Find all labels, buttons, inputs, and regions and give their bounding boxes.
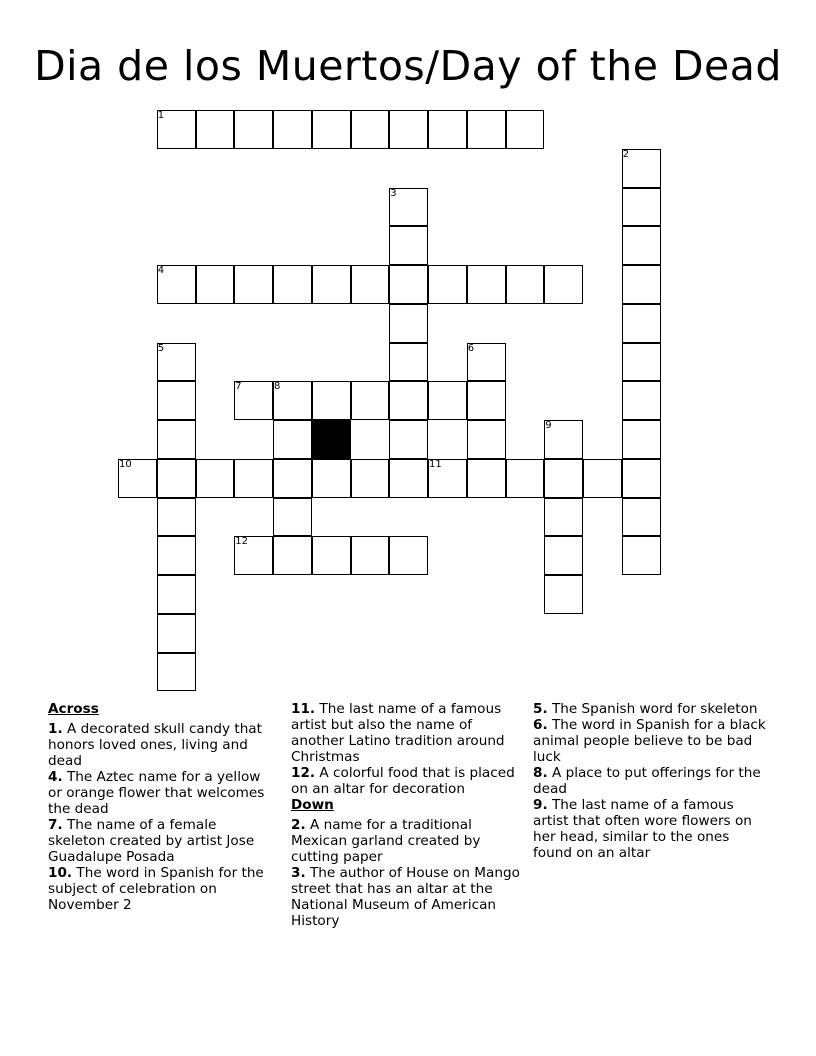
- clue-number: 9: [545, 420, 552, 431]
- grid-cell[interactable]: [389, 459, 428, 498]
- grid-cell[interactable]: [157, 536, 196, 575]
- grid-cell[interactable]: [273, 420, 312, 459]
- grid-cell[interactable]: [622, 149, 661, 188]
- grid-cell[interactable]: [622, 536, 661, 575]
- grid-cell[interactable]: [506, 459, 545, 498]
- grid-cell[interactable]: [622, 459, 661, 498]
- grid-cell[interactable]: [234, 381, 273, 420]
- clue-number: 10: [119, 458, 132, 470]
- grid-cell[interactable]: [351, 536, 390, 575]
- grid-cell[interactable]: [157, 343, 196, 382]
- clue-number: 6: [467, 342, 475, 354]
- grid-cell[interactable]: [157, 575, 196, 614]
- grid-cell[interactable]: [622, 226, 661, 265]
- puzzle-title: Dia de los Muertos/Day of the Dead: [34, 42, 782, 90]
- grid-cell[interactable]: [312, 110, 351, 149]
- grid-cell[interactable]: [622, 381, 661, 420]
- grid-cell[interactable]: [196, 110, 235, 149]
- clue-number: 3: [390, 187, 397, 199]
- across-heading: Across: [48, 701, 99, 717]
- clue-number: 8: [274, 381, 281, 393]
- grid-cell[interactable]: [506, 110, 545, 149]
- grid-cell[interactable]: [544, 498, 583, 537]
- grid-cell[interactable]: [467, 381, 506, 420]
- grid-cell[interactable]: [389, 304, 428, 343]
- clue-across-1: 1. A decorated skull candy that honors loved ones, living and dead: [48, 721, 262, 769]
- clue-column-2: [291, 701, 525, 929]
- clue-down-3: 3. The author of House on Mango street that has an altar at the National Museum of American History: [291, 865, 520, 929]
- clue-down-9: 9. The last name of a famous artist that often wore flowers on her head, similar to the ones found on an altar: [533, 797, 752, 861]
- clue-column-3: [533, 701, 769, 861]
- grid-cell[interactable]: [622, 265, 661, 304]
- grid-cell[interactable]: [157, 459, 196, 498]
- grid-cell[interactable]: [389, 420, 428, 459]
- grid-cell[interactable]: [273, 381, 312, 420]
- grid-cell[interactable]: [157, 614, 196, 653]
- clue-column-1: [48, 701, 276, 913]
- grid-cell[interactable]: [467, 110, 506, 149]
- grid-cell[interactable]: [544, 265, 583, 304]
- clue-across-11: 11. The last name of a famous artist but also the name of another Latino tradition around Christmas: [291, 701, 505, 765]
- grid-cell[interactable]: [389, 536, 428, 575]
- clue-number: 12: [235, 536, 248, 548]
- grid-cell[interactable]: [273, 536, 312, 575]
- grid-cell[interactable]: [622, 498, 661, 537]
- grid-cell[interactable]: [467, 343, 506, 382]
- grid-cell[interactable]: [428, 381, 467, 420]
- grid-cell[interactable]: [351, 265, 390, 304]
- grid-cell[interactable]: [544, 420, 583, 459]
- clue-across-4: 4. The Aztec name for a yellow or orange flower that welcomes the dead: [48, 769, 265, 817]
- grid-cell[interactable]: [273, 459, 312, 498]
- grid-cell[interactable]: [157, 265, 196, 304]
- grid-cell[interactable]: [273, 110, 312, 149]
- grid-cell[interactable]: [544, 536, 583, 575]
- grid-cell[interactable]: [157, 110, 196, 149]
- grid-cell[interactable]: [544, 575, 583, 614]
- grid-cell[interactable]: [196, 459, 235, 498]
- clue-number: 5: [157, 342, 165, 354]
- grid-cell[interactable]: [622, 343, 661, 382]
- grid-cell[interactable]: [467, 265, 506, 304]
- grid-cell[interactable]: [428, 110, 467, 149]
- grid-cell[interactable]: [389, 188, 428, 227]
- grid-cell[interactable]: [234, 536, 273, 575]
- clue-across-10: 10. The word in Spanish for the subject of celebration on November 2: [48, 865, 264, 913]
- clue-down-6: 6. The word in Spanish for a black animal people believe to be bad luck: [533, 717, 766, 765]
- clue-down-2: 2. A name for a traditional Mexican garland created by cutting paper: [291, 817, 481, 865]
- grid-cell[interactable]: [157, 381, 196, 420]
- grid-cell[interactable]: [583, 459, 622, 498]
- clue-number: 1: [157, 110, 165, 121]
- grid-cell[interactable]: [312, 265, 351, 304]
- grid-cell[interactable]: [467, 459, 506, 498]
- clue-down-8: 8. A place to put offerings for the dead: [533, 765, 761, 797]
- clue-number: 4: [157, 265, 165, 276]
- clue-across-7: 7. The name of a female skeleton created by artist Jose Guadalupe Posada: [48, 817, 255, 865]
- grid-cell[interactable]: [234, 265, 273, 304]
- grid-cell[interactable]: [351, 459, 390, 498]
- grid-cell[interactable]: [234, 459, 273, 498]
- grid-cell[interactable]: [389, 226, 428, 265]
- grid-cell[interactable]: [312, 459, 351, 498]
- grid-cell[interactable]: [118, 459, 157, 498]
- grid-block: [312, 420, 351, 459]
- grid-cell[interactable]: [389, 110, 428, 149]
- clue-down-5: 5. The Spanish word for skeleton: [533, 701, 758, 717]
- grid-cell[interactable]: [467, 420, 506, 459]
- grid-cell[interactable]: [157, 420, 196, 459]
- grid-cell[interactable]: [273, 265, 312, 304]
- down-heading: Down: [291, 797, 334, 813]
- grid-cell[interactable]: [544, 459, 583, 498]
- grid-cell[interactable]: [234, 110, 273, 149]
- grid-cell[interactable]: [196, 265, 235, 304]
- grid-cell[interactable]: [312, 381, 351, 420]
- grid-cell[interactable]: [389, 381, 428, 420]
- clue-across-12: 12. A colorful food that is placed on an altar for decoration: [291, 765, 515, 797]
- grid-cell[interactable]: [622, 188, 661, 227]
- clue-number: 11: [429, 458, 442, 470]
- grid-cell[interactable]: [273, 498, 312, 537]
- clue-number: 2: [622, 148, 630, 160]
- grid-cell[interactable]: [157, 653, 196, 692]
- grid-cell[interactable]: [351, 110, 390, 149]
- grid-cell[interactable]: [157, 498, 196, 537]
- grid-cell[interactable]: [389, 265, 428, 304]
- grid-cell[interactable]: [622, 420, 661, 459]
- grid-cell[interactable]: [506, 265, 545, 304]
- grid-cell[interactable]: [428, 459, 467, 498]
- grid-cell[interactable]: [351, 381, 390, 420]
- grid-cell[interactable]: [622, 304, 661, 343]
- grid-cell[interactable]: [428, 265, 467, 304]
- grid-cell[interactable]: [312, 536, 351, 575]
- grid-cell[interactable]: [389, 343, 428, 382]
- clue-number: 7: [235, 381, 242, 393]
